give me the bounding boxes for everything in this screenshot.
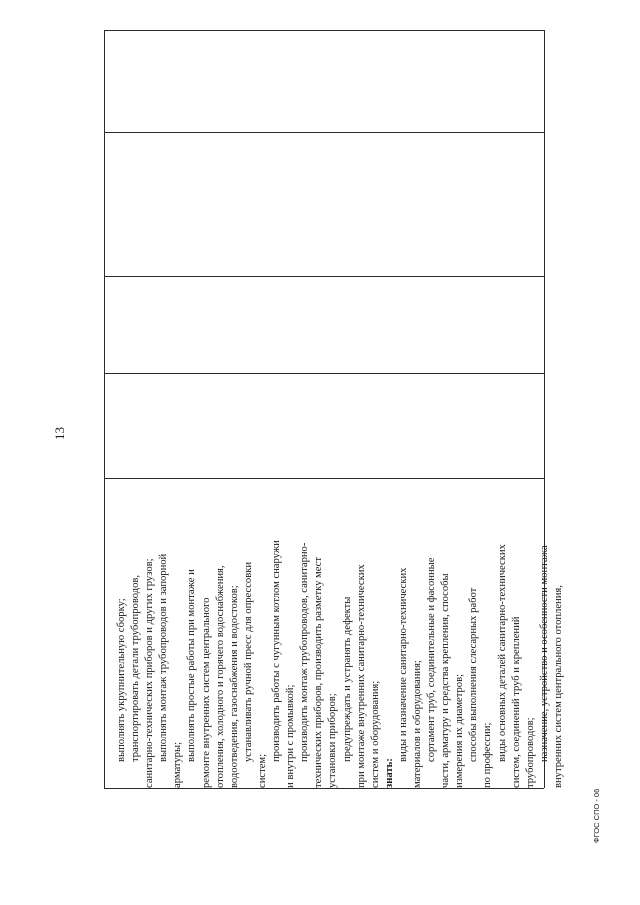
text-line: систем и оборудования; [369, 680, 381, 788]
text-line: при монтаже внутренних санитарно-технических [355, 564, 367, 788]
text-line: измерения их диаметров; [454, 673, 466, 788]
text-line: выполнять монтаж трубопроводов и запорной [158, 553, 170, 762]
text-line: ремонте внутренних систем центрального [200, 597, 212, 788]
text-line: назначение, устройство и особенности монтажа [538, 545, 550, 762]
text-line: внутренних систем центрального отопления, [552, 585, 564, 788]
text-line: выполнять укрупнительную сборку; [116, 598, 127, 762]
table-border-left [104, 30, 105, 788]
text-line: производить монтаж трубопроводов, санитарно- [299, 542, 311, 762]
text-line: производить работы с чугунным котлом снаружи [271, 540, 283, 762]
text-line: знать: [383, 758, 395, 788]
text-line: транспортировать детали трубопроводов, [130, 574, 142, 762]
text-line: технических приборов, производить разметку мест [313, 556, 325, 788]
text-line: трубопроводов; [524, 717, 536, 788]
text-line: установки приборов; [327, 693, 339, 788]
competency-text-cell [115, 18, 564, 788]
text-line: отопления, холодного и горячего водоснабжения, [214, 565, 226, 788]
text-line: устанавливать ручной пресс для опрессовки [242, 561, 254, 762]
table-border-bottom [104, 788, 544, 789]
text-line: сортамент труб, соединительные и фасонные [426, 557, 438, 762]
text-line: водоотведения, газоснабжения и водостоков; [228, 585, 240, 788]
text-line: санитарно-технических приборов и других грузов; [144, 558, 156, 788]
text-line: виды и назначение санитарно-технических [397, 567, 409, 762]
text-line: арматуры; [172, 741, 184, 788]
text-line: предупреждать и устранять дефекты [341, 596, 353, 762]
text-line: систем, соединений труб и креплений [510, 616, 522, 788]
text-line: способы выполнения слесарных работ [468, 587, 480, 762]
text-line: выполнять простые работы при монтаже и [186, 569, 198, 762]
text-line: части, арматуру и средства крепления, способы [440, 573, 452, 788]
page-number: 13 [52, 427, 67, 440]
text-line: по профессии; [482, 722, 494, 788]
text-line: виды основных деталей санитарно-технических [496, 544, 508, 762]
text-line: и внутри с промывкой; [285, 684, 297, 788]
text-line: систем; [256, 753, 268, 788]
page-footer: ФГОС СПО - 06 [592, 788, 601, 843]
text-line: материалов и оборудования; [411, 660, 423, 788]
